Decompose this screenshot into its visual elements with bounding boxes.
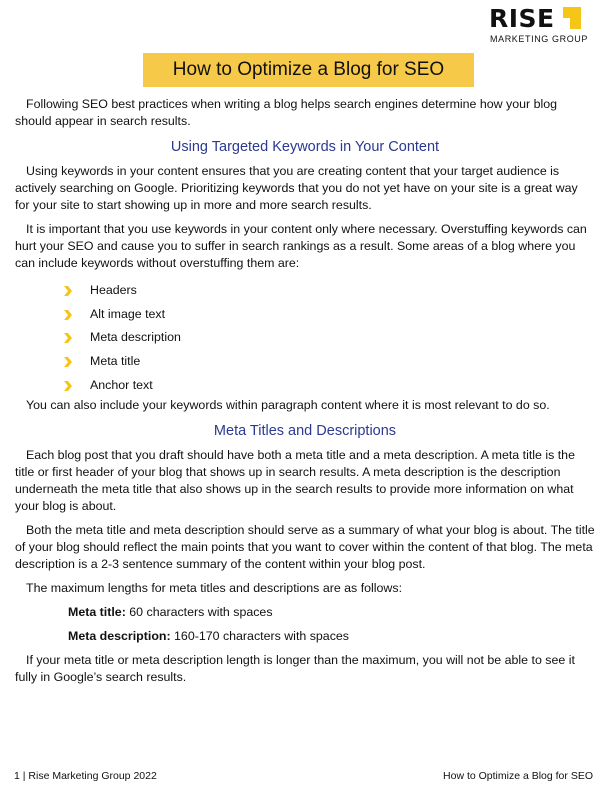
keyword-areas-list xyxy=(15,279,595,397)
chevron-right-icon xyxy=(62,309,74,321)
section2-paragraph-3: The maximum lengths for meta titles and descriptions are as follows: xyxy=(26,581,403,596)
list-item-label: Meta description xyxy=(90,330,181,345)
section2-paragraph-1: Each blog post that you draft should have both a meta title and a meta description. A meta title is the title or first header of your blog that shows up in search results. A meta description is the description underneath the meta title that also shows up in the search results to provide more information on what your blog is about. xyxy=(15,448,575,514)
rise-logo xyxy=(489,5,599,47)
meta-description-label: Meta description: xyxy=(68,629,171,644)
page-title: How to Optimize a Blog for SEO xyxy=(172,59,445,80)
chevron-right-icon xyxy=(62,285,74,297)
section2-heading: Meta Titles and Descriptions xyxy=(213,423,397,440)
chevron-right-icon xyxy=(62,332,74,344)
list-item xyxy=(15,350,595,374)
meta-description-value: 160-170 characters with spaces xyxy=(170,629,349,644)
logo-word: RISE xyxy=(489,4,555,33)
section2-paragraph-2: Both the meta title and meta description should serve as a summary of what your blog is about. The title of your blog should reflect the main points that you want to cover within the content of that blog. The meta description is a 2-3 sentence summary of the content within your blog post. xyxy=(15,523,595,572)
section1-heading: Using Targeted Keywords in Your Content xyxy=(170,139,440,155)
list-item-label: Anchor text xyxy=(90,377,153,392)
footer-doc-title: How to Optimize a Blog for SEO xyxy=(443,770,593,782)
meta-title-spec xyxy=(68,604,595,621)
list-item-label: Alt image text xyxy=(90,306,166,321)
list-item xyxy=(15,326,595,350)
section1-paragraph-3: You can also include your keywords within paragraph content where it is most relevant to do so. xyxy=(26,398,550,413)
intro-paragraph: Following SEO best practices when writing a blog helps search engines determine how your blog should appear in search results. xyxy=(15,97,558,128)
list-item xyxy=(15,279,595,303)
document-body xyxy=(15,96,595,693)
section1-paragraph-1: Using keywords in your content ensures that you are creating content that your target audience is actively searching on Google. Prioritizing keywords that you do not yet have on your site is a great way for your site to start showing up in more and more search results. xyxy=(15,164,578,212)
section2-paragraph-4: If your meta title or meta description length is longer than the maximum, you will not be able to see it fully in Google’s search results. xyxy=(15,653,575,685)
footer-page-info: 1 | Rise Marketing Group 2022 xyxy=(14,770,157,782)
logo-subtitle: MARKETING GROUP xyxy=(490,34,589,44)
title-banner xyxy=(143,53,474,87)
chevron-right-icon xyxy=(62,380,74,392)
list-item xyxy=(15,374,595,398)
list-item-label: Meta title xyxy=(90,354,141,369)
meta-title-label: Meta title: xyxy=(68,605,126,620)
meta-title-value: 60 characters with spaces xyxy=(125,605,273,620)
meta-description-spec xyxy=(68,628,595,645)
list-item-label: Headers xyxy=(90,283,137,297)
section1-paragraph-2: It is important that you use keywords in your content only where necessary. Overstuffing keywords can hurt your SEO and cause you to suffer in search rankings as a result. Some areas of a blog where you can include keywords without overstuffing them are: xyxy=(15,222,587,270)
logo-mark-icon xyxy=(563,7,581,29)
list-item xyxy=(15,303,595,327)
chevron-right-icon xyxy=(62,356,74,368)
